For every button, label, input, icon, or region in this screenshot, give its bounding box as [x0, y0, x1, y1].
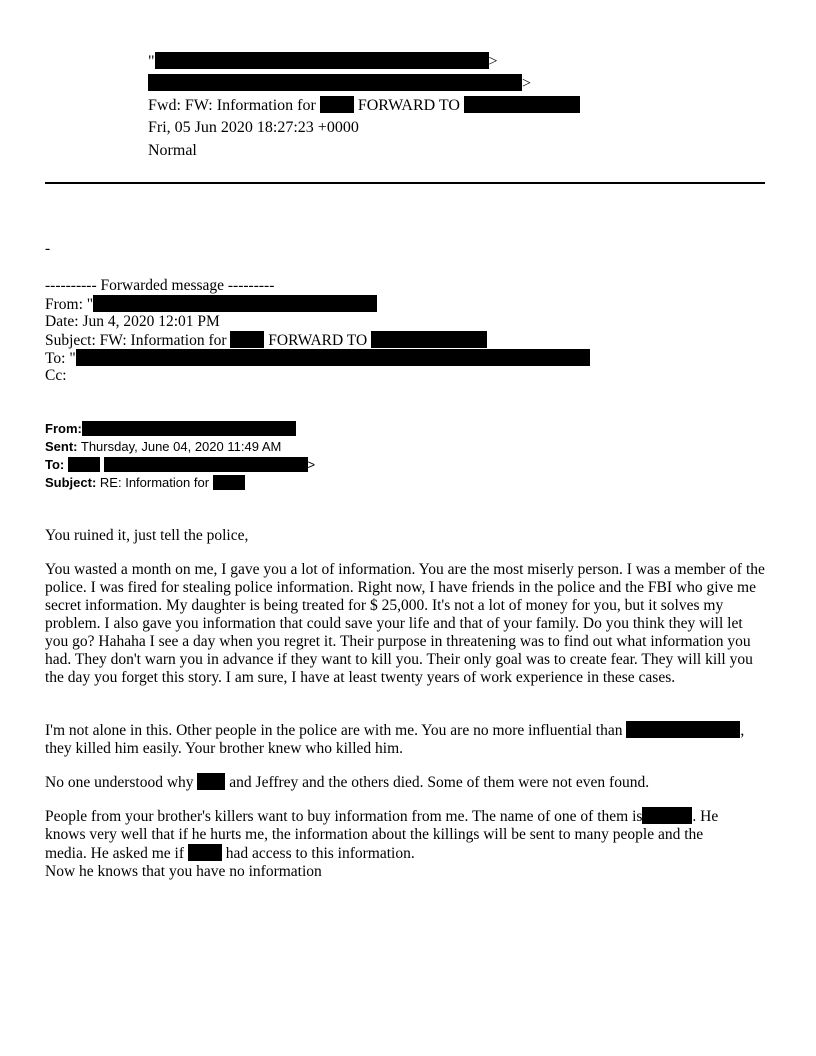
redaction-bar	[155, 52, 489, 69]
forwarded-banner: ---------- Forwarded message ---------	[45, 277, 275, 294]
redaction-bar	[213, 475, 245, 490]
inner-subject-line: Subject: RE: Information for	[45, 474, 245, 492]
paragraph-5: People from your brother's killers want to buy information from me. The name of one of them is . He knows very well that if he hurts me, the information about the killings will be sent to many people and the media. He asked me if had access to this information. Now he knows that you have no information	[45, 808, 719, 880]
fwd-subject-line: Subject: FW: Information for FORWARD TO	[45, 331, 487, 350]
redaction-bar	[188, 844, 222, 861]
subject-value: Fwd: FW: Information for FORWARD TO	[148, 96, 580, 116]
inner-sent-line: Sent: Thursday, June 04, 2020 11:49 AM	[45, 439, 282, 454]
redaction-bar	[82, 421, 296, 436]
paragraph-4: No one understood why and Jeffrey and the others died. Some of them were not even found.	[45, 774, 650, 791]
dash-line: -	[45, 240, 51, 257]
importance-value: Normal	[148, 142, 197, 159]
to-value: >	[148, 74, 531, 94]
redaction-bar	[76, 349, 590, 366]
redaction-bar	[320, 96, 354, 113]
inner-to-line: To: >	[45, 457, 316, 472]
fwd-to-line: To: "	[45, 349, 590, 368]
redaction-bar	[68, 457, 100, 472]
paragraph-2: You wasted a month on me, I gave you a lot of information. You are the most miserly person. I was a member of the police. I was fired for stealing police information. Right now, I have friends in the police and the FBI who give me secret information. My daughter is being treated for $ 25,000. It's not a lot of money for you, but it solves my problem. I also gave you information that could save your life and that of your family. Do you think they will let you go? Hahaha I see a day when you regret it. Their purpose in threatening was to find out what information you had. They don't warn you in advance if they want to kill you. Their only goal was to create fear. They will kill you the day you forget this story. I am sure, I have at least twenty years of work experience in these cases.	[45, 561, 765, 686]
redaction-bar	[371, 331, 487, 348]
redaction-bar	[464, 96, 580, 113]
date-value: Fri, 05 Jun 2020 18:27:23 +0000	[148, 119, 359, 136]
inner-from-line: From:	[45, 420, 296, 438]
redaction-bar	[93, 295, 377, 312]
redaction-bar	[197, 773, 225, 790]
redaction-bar	[230, 331, 264, 348]
redaction-bar	[148, 74, 522, 91]
redaction-bar	[104, 457, 308, 472]
fwd-date-line: Date: Jun 4, 2020 12:01 PM	[45, 313, 220, 330]
redaction-bar	[642, 807, 692, 824]
redaction-bar	[626, 721, 740, 738]
fwd-cc-line: Cc:	[45, 367, 67, 384]
paragraph-1: You ruined it, just tell the police,	[45, 527, 249, 544]
paragraph-3: I'm not alone in this. Other people in the police are with me. You are no more influential than , they killed him easily. Your brother knew who killed him.	[45, 722, 745, 757]
fwd-from-line: From: "	[45, 295, 377, 314]
header-divider	[45, 182, 765, 184]
from-value: " >	[148, 53, 498, 70]
